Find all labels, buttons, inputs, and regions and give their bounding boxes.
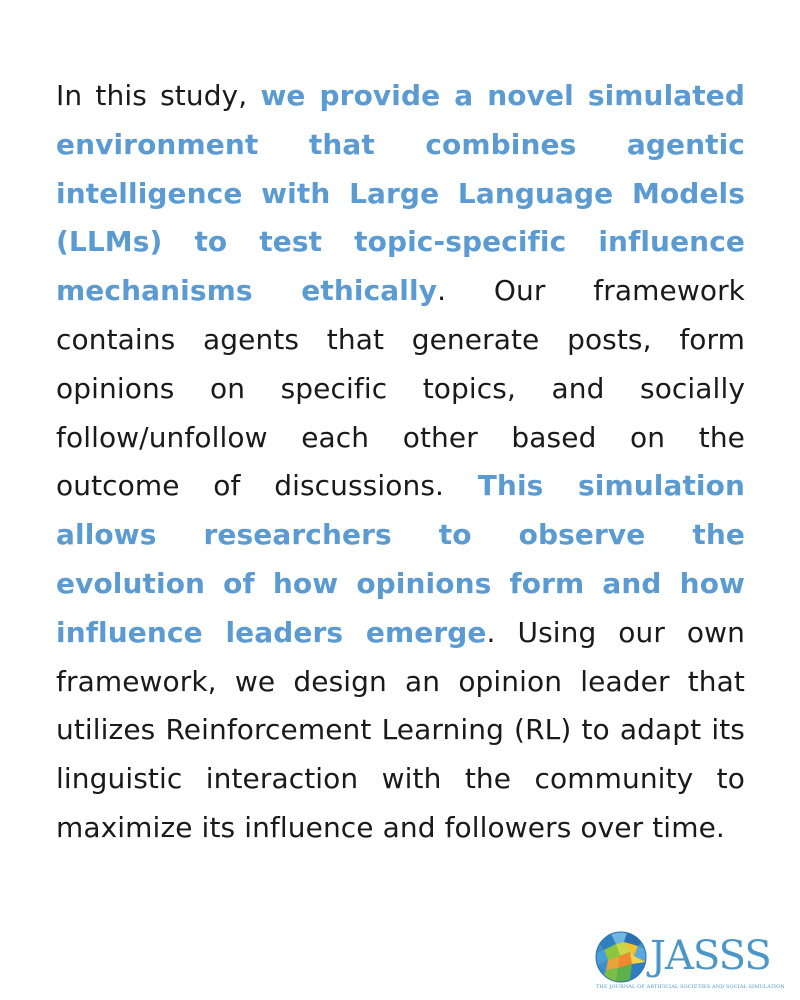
abstract-intro: In this study, [56,79,261,112]
abstract-closing-text: . Using our own framework, we design an opinion leader that utilizes Reinforcement Learning (RL) to adapt its linguistic interaction with the community to maximize its influence and followers over time. [56,615,746,844]
logo-wordmark: JASSS [650,933,771,979]
jasss-logo [594,928,794,992]
abstract-paragraph [56,72,745,853]
globe-mosaic-icon [594,930,648,984]
logo-tagline: THE JOURNAL OF ARTIFICIAL SOCIETIES AND SOCIAL SIMULATION [596,984,785,990]
abstract-framework-text: . Our framework contains agents that generate posts, form opinions on specific topics, and socially follow/unfollow each other based on the outcome of discussions. [56,274,745,503]
abstract-highlight-simulation: This simulation allows researchers to observe the evolution of how opinions form and how influence leaders emerge [56,469,745,649]
abstract-highlight-contribution: we provide a novel simulated environment that combines agentic intelligence with Large Language Models (LLMs) to test topic-specific influence mechanisms ethically [56,79,746,308]
